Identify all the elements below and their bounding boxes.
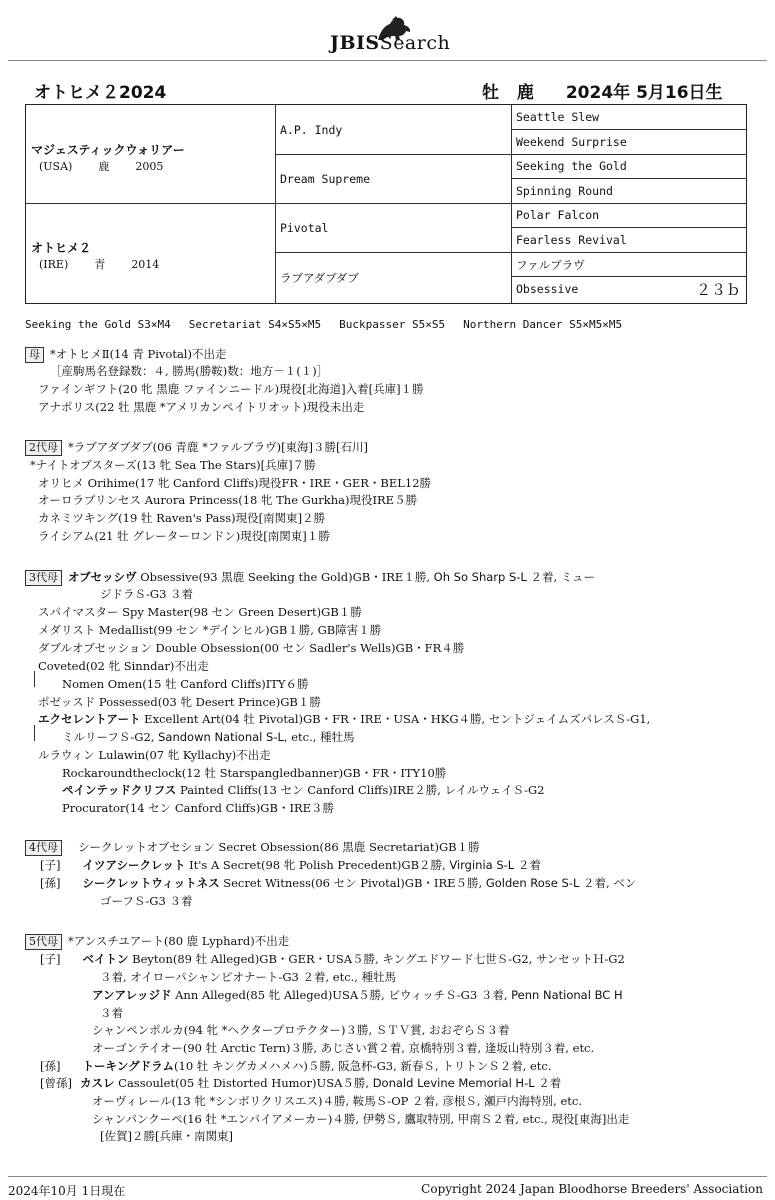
footer-date: 2024年10月 1日現在 xyxy=(8,1184,126,1198)
top-divider xyxy=(8,60,767,61)
family-number: ２３ｂ xyxy=(696,281,742,299)
section-tag: 2代母 xyxy=(25,440,62,456)
horse-sex: 牡 xyxy=(482,83,499,103)
gen3-2[interactable]: Weekend Surprise xyxy=(516,135,627,149)
gen3-8[interactable]: Obsessive xyxy=(516,282,579,296)
gen3-4[interactable]: Spinning Round xyxy=(516,184,613,198)
inbreeding-line: Seeking the Gold S3×M4 Secretariat S4×S5×M5 Buckpasser S5×S5 Northern Dancer S5×M5×M5 xyxy=(25,318,623,331)
horse-name: オトヒメ２2024 xyxy=(34,83,167,103)
section-tag: 4代母 xyxy=(25,840,62,856)
gen3-7[interactable]: ファルブラヴ xyxy=(516,258,585,272)
gen2-dam-dam[interactable]: ラブアダブダブ xyxy=(280,271,359,285)
horse-color: 鹿 xyxy=(516,83,534,103)
horse-meta xyxy=(482,78,735,103)
pedigree-table xyxy=(25,104,747,304)
section-tag: 5代母 xyxy=(25,934,62,950)
horse-birth: 2024年 5月16日生 xyxy=(565,83,723,103)
sire-cell[interactable]: マジェスティックウォリアー (USA) 鹿 2005 xyxy=(31,143,185,173)
gen2-dam-sire[interactable]: Pivotal xyxy=(280,221,329,235)
gen3-6[interactable]: Fearless Revival xyxy=(516,233,627,247)
gen3-3[interactable]: Seeking the Gold xyxy=(516,159,627,173)
dam-cell[interactable]: オトヒメ２ (IRE) 青 2014 xyxy=(31,241,160,271)
section-tag: 母 xyxy=(25,347,44,363)
gen3-5[interactable]: Polar Falcon xyxy=(516,208,600,222)
bottom-divider xyxy=(8,1176,767,1177)
footer-copyright: Copyright 2024 Japan Bloodhorse Breeders' Association xyxy=(421,1182,763,1196)
logo-text: JBISSearch xyxy=(330,32,451,54)
gen2-sire-dam[interactable]: Dream Supreme xyxy=(280,172,371,186)
gen2-sire-sire[interactable]: A.P. Indy xyxy=(280,123,343,137)
logo[interactable] xyxy=(0,8,775,56)
section-tag: 3代母 xyxy=(25,570,62,586)
gen3-1[interactable]: Seattle Slew xyxy=(516,110,600,124)
